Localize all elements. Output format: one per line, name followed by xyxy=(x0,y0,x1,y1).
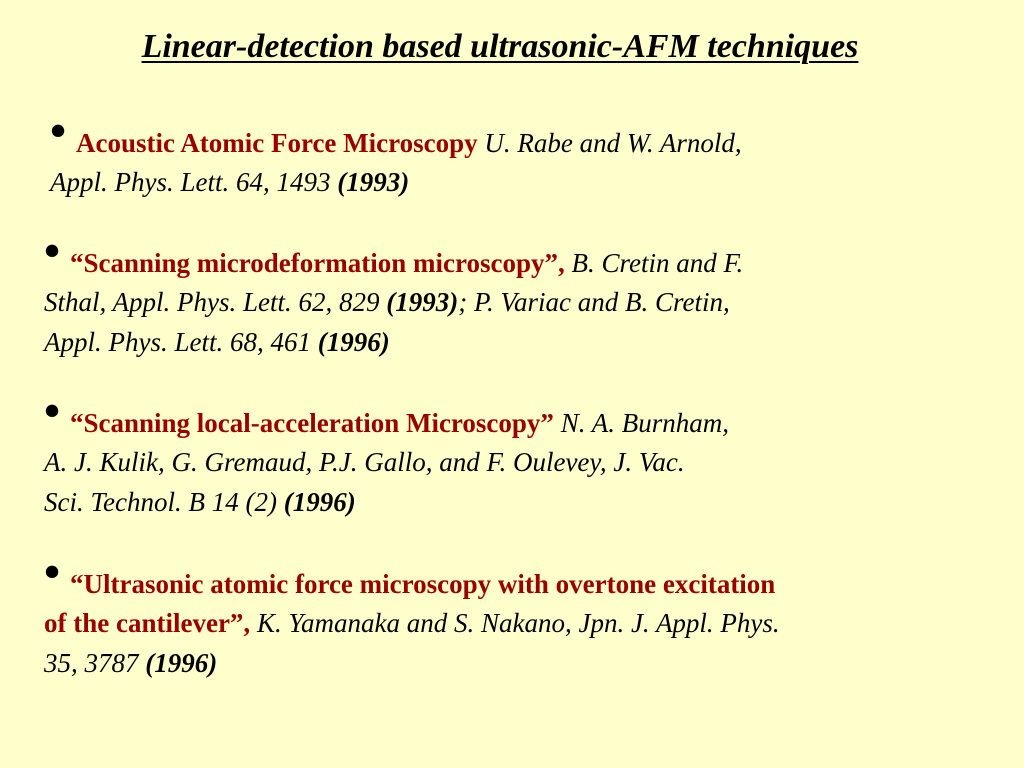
reference-citation: U. Rabe and W. Arnold, xyxy=(477,128,742,158)
reference-citation: B. Cretin and F. xyxy=(564,248,744,278)
reference-line xyxy=(44,322,743,362)
reference-line xyxy=(44,482,729,522)
reference-line xyxy=(44,546,780,603)
reference-citation: N. A. Burnham, xyxy=(553,408,729,438)
reference-line xyxy=(44,282,743,322)
reference-citation: K. Yamanaka and S. Nakano, Jpn. J. Appl. Phys. xyxy=(250,608,780,638)
reference-line xyxy=(44,385,729,442)
reference-topic: Acoustic Atomic Force Microscopy xyxy=(76,128,478,158)
reference-citation: Sthal, Appl. Phys. Lett. 62, 829 xyxy=(44,287,387,317)
reference-citation: ; P. Variac and B. Cretin, xyxy=(458,287,730,317)
reference-year: (1996) xyxy=(283,487,356,517)
bullet-icon: • xyxy=(44,546,61,597)
reference-ultrasonic-afm-overtone xyxy=(44,546,780,683)
slide-title: Linear-detection based ultrasonic-AFM techniques xyxy=(141,28,859,65)
reference-topic: “Scanning microdeformation microscopy”, xyxy=(70,248,565,278)
reference-citation: Appl. Phys. Lett. 64, 1493 xyxy=(50,167,338,197)
reference-year: (1996) xyxy=(145,648,218,678)
reference-line xyxy=(50,105,742,162)
reference-citation: Appl. Phys. Lett. 68, 461 xyxy=(44,327,318,357)
reference-scanning-microdeformation xyxy=(44,225,744,362)
reference-scanning-local-acceleration xyxy=(44,385,729,522)
reference-line xyxy=(44,603,780,643)
bullet-icon: • xyxy=(50,105,67,156)
reference-line xyxy=(44,225,744,282)
bullet-icon: • xyxy=(44,385,61,436)
reference-topic: “Scanning local-acceleration Microscopy” xyxy=(70,408,554,438)
reference-line xyxy=(44,442,729,482)
reference-line xyxy=(44,643,780,683)
reference-citation: A. J. Kulik, G. Gremaud, P.J. Gallo, and F. Oulevey, J. Vac. xyxy=(44,447,685,477)
bullet-icon: • xyxy=(44,225,61,276)
reference-citation: 35, 3787 xyxy=(44,648,146,678)
reference-year: (1993) xyxy=(337,167,410,197)
reference-line xyxy=(50,162,742,202)
reference-citation: Sci. Technol. B 14 (2) xyxy=(44,487,284,517)
reference-year: (1996) xyxy=(317,327,390,357)
reference-topic: “Ultrasonic atomic force microscopy with overtone excitation xyxy=(70,569,776,599)
reference-acoustic-afm xyxy=(50,105,742,202)
reference-topic: of the cantilever”, xyxy=(44,608,251,638)
reference-year: (1993) xyxy=(386,287,459,317)
